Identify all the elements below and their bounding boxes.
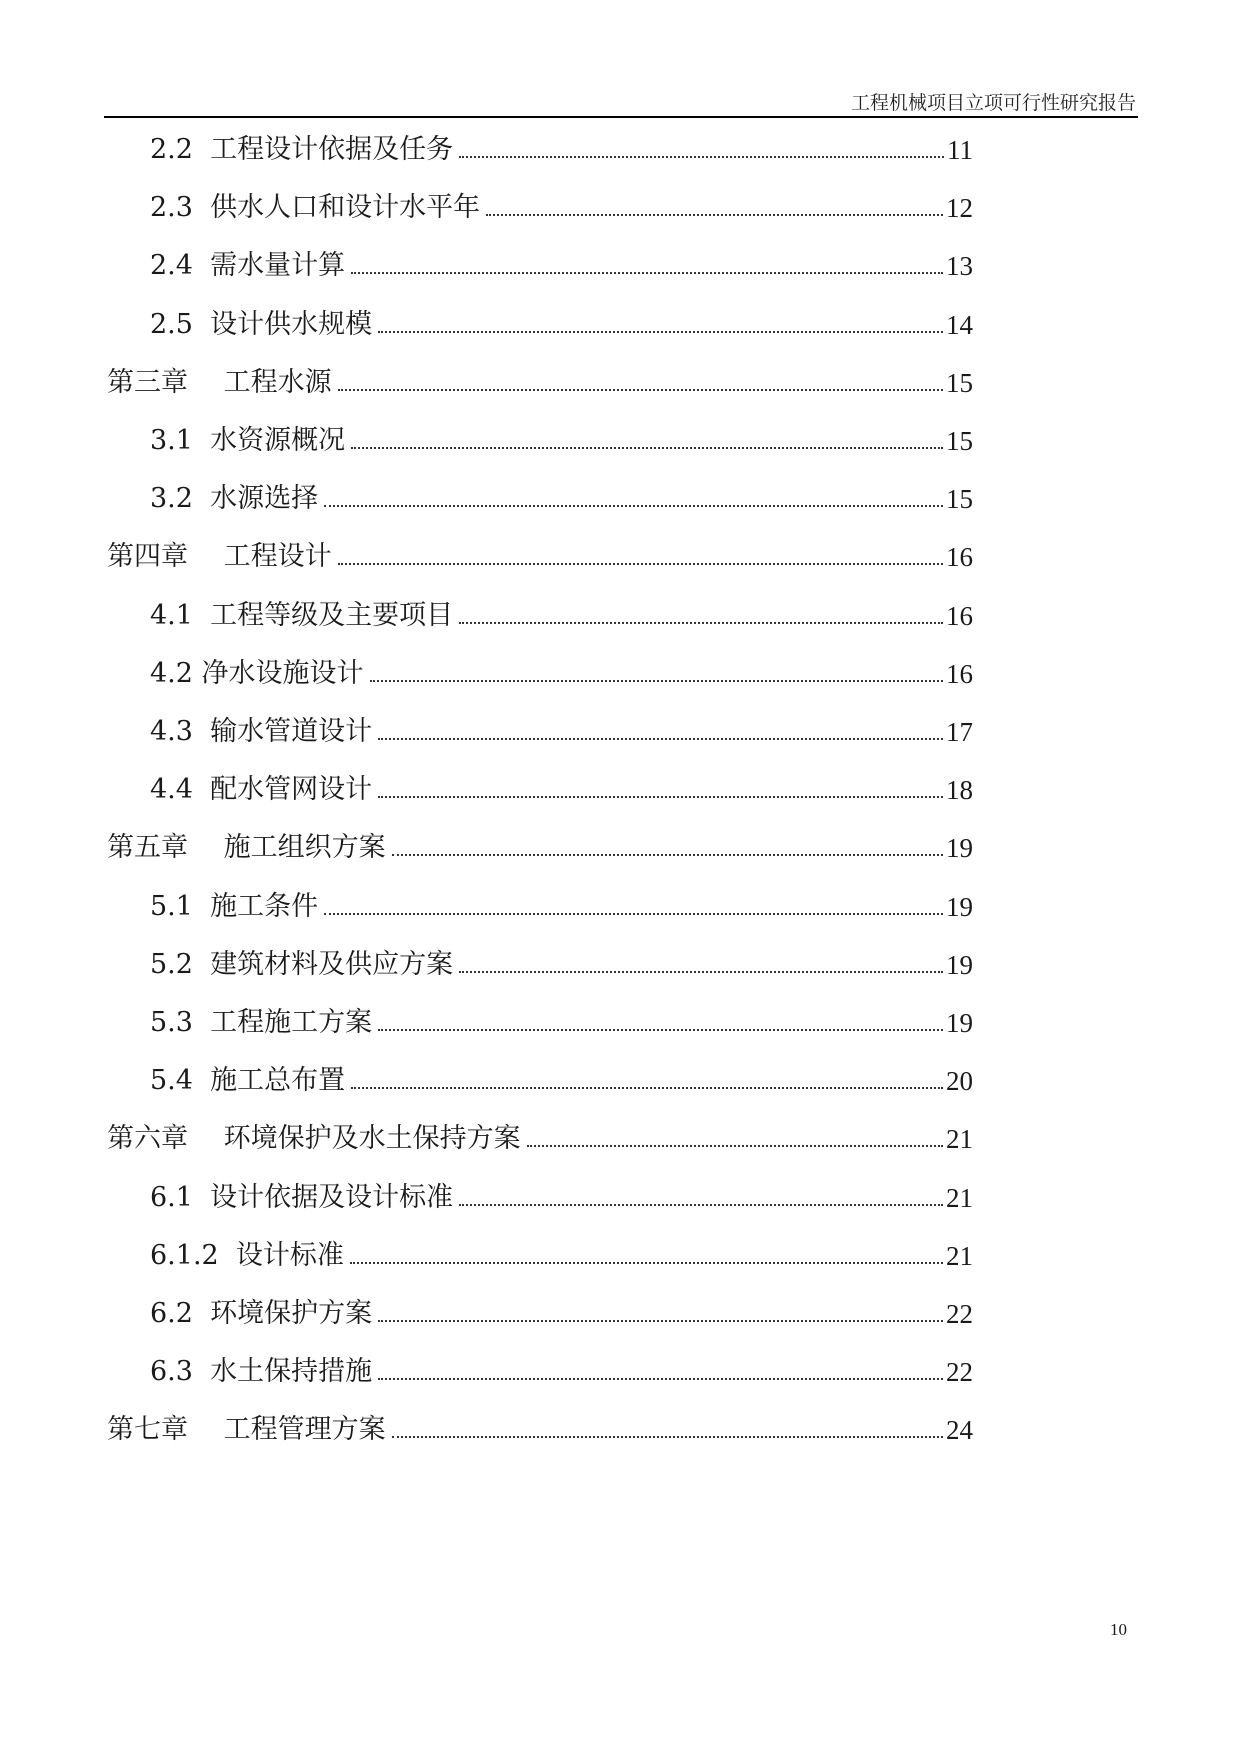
toc-entry[interactable]	[107, 1410, 973, 1450]
toc-dot-leader	[324, 913, 943, 915]
toc-entry[interactable]	[150, 305, 973, 345]
running-header	[104, 84, 1138, 118]
toc-entry-label: 6.3 水土保持措施	[150, 1356, 373, 1388]
toc-entry[interactable]	[150, 188, 973, 228]
toc-entry[interactable]	[107, 828, 973, 868]
toc-entry-label: 6.2 环境保护方案	[150, 1298, 373, 1329]
toc-entry[interactable]	[107, 537, 973, 577]
toc-entry[interactable]	[150, 1178, 973, 1218]
toc-entry-page: 22	[946, 1357, 973, 1388]
toc-entry-label: 2.3 供水人口和设计水平年	[150, 192, 481, 224]
toc-dot-leader	[378, 331, 943, 333]
toc-dot-leader	[378, 1029, 943, 1031]
toc-dot-leader	[370, 680, 943, 682]
toc-entry-label: 5.4 施工总布置	[150, 1065, 346, 1097]
toc-entry[interactable]	[150, 887, 973, 927]
toc-entry-page: 15	[946, 367, 973, 398]
toc-dot-leader	[351, 1087, 943, 1089]
header-title: 工程机械项目立项可行性研究报告	[850, 92, 1136, 114]
toc-entry-label: 第七章 工程管理方案	[107, 1414, 386, 1446]
toc-entry-page: 18	[946, 775, 973, 806]
toc-entry-page: 17	[946, 717, 973, 747]
toc-dot-leader	[378, 796, 943, 798]
toc-entry[interactable]	[150, 712, 973, 752]
toc-entry-page: 24	[946, 1415, 973, 1446]
toc-dot-leader	[527, 1145, 943, 1147]
toc-entry-page: 21	[946, 1182, 973, 1213]
toc-entry-label: 3.2 水源选择	[150, 483, 319, 515]
toc-entry-label: 第五章 施工组织方案	[107, 832, 386, 864]
toc-entry-label: 4.3 输水管道设计	[150, 716, 373, 747]
toc-entry-label: 4.1 工程等级及主要项目	[150, 599, 454, 631]
toc-entry-label: 2.2 工程设计依据及任务	[150, 134, 454, 165]
toc-dot-leader	[459, 622, 943, 624]
toc-entry-page: 15	[946, 426, 973, 456]
toc-entry-label: 2.4 需水量计算	[150, 250, 346, 282]
toc-entry-page: 19	[946, 949, 973, 980]
toc-entry[interactable]	[150, 770, 973, 810]
toc-entry-page: 16	[946, 658, 973, 689]
toc-entry[interactable]	[150, 1352, 973, 1392]
toc-entry-page: 15	[946, 484, 973, 515]
toc-entry-label: 5.1 施工条件	[150, 890, 319, 922]
toc-entry-label: 第四章 工程设计	[107, 541, 332, 573]
toc-dot-leader	[338, 563, 943, 565]
page-number: 10	[1110, 1620, 1127, 1639]
toc-entry-page: 12	[946, 193, 973, 224]
toc-dot-leader	[378, 1378, 943, 1380]
toc-entry-page: 20	[946, 1066, 973, 1097]
toc-dot-leader	[351, 447, 943, 449]
toc-dot-leader	[459, 1204, 943, 1206]
toc-dot-leader	[459, 156, 944, 158]
toc-entry-label: 5.3 工程施工方案	[150, 1007, 373, 1038]
toc-entry-label: 4.2 净水设施设计	[150, 657, 364, 689]
toc-entry-page: 14	[946, 309, 973, 340]
toc-dot-leader	[378, 738, 943, 740]
toc-entry-label: 4.4 配水管网设计	[150, 774, 373, 806]
toc-entry[interactable]	[150, 945, 973, 985]
toc-entry-label: 6.1.2 设计标准	[150, 1239, 344, 1271]
toc-entry[interactable]	[150, 421, 973, 461]
toc-entry[interactable]	[150, 1061, 973, 1101]
toc-dot-leader	[392, 854, 943, 856]
toc-entry[interactable]	[150, 479, 973, 519]
toc-entry[interactable]	[107, 1119, 973, 1159]
toc-dot-leader	[338, 389, 943, 391]
toc-dot-leader	[351, 272, 943, 274]
toc-entry[interactable]	[150, 130, 973, 170]
toc-dot-leader	[392, 1436, 943, 1438]
toc-entry-page: 19	[946, 1008, 973, 1038]
toc-entry[interactable]	[150, 1003, 973, 1043]
toc-dot-leader	[324, 505, 943, 507]
toc-entry[interactable]	[150, 654, 973, 694]
toc-entry-page: 11	[947, 135, 973, 165]
toc-dot-leader	[459, 971, 943, 973]
toc-entry[interactable]	[150, 246, 973, 286]
toc-dot-leader	[350, 1262, 943, 1264]
toc-entry-page: 22	[946, 1299, 973, 1329]
toc-entry-label: 5.2 建筑材料及供应方案	[150, 948, 454, 980]
toc-entry[interactable]	[150, 1294, 973, 1334]
toc-entry-page: 21	[946, 1124, 973, 1155]
toc-entry-label: 第三章 工程水源	[107, 366, 332, 398]
toc-entry-label: 3.1 水资源概况	[150, 425, 346, 456]
toc-dot-leader	[486, 214, 943, 216]
toc-entry-page: 19	[946, 891, 973, 922]
toc-entry-page: 16	[946, 600, 973, 631]
toc-entry-label: 2.5 设计供水规模	[150, 308, 373, 340]
toc-entry-label: 第六章 环境保护及水土保持方案	[107, 1123, 521, 1155]
toc-entry[interactable]	[107, 363, 973, 403]
toc-dot-leader	[378, 1320, 943, 1322]
toc-entry[interactable]	[150, 1236, 973, 1276]
toc-entry-page: 21	[946, 1240, 973, 1271]
toc-entry-label: 6.1 设计依据及设计标准	[150, 1181, 454, 1213]
toc-entry-page: 13	[946, 251, 973, 282]
toc-entry[interactable]	[150, 596, 973, 636]
toc-entry-page: 19	[946, 833, 973, 864]
toc-entry-page: 16	[946, 542, 973, 573]
